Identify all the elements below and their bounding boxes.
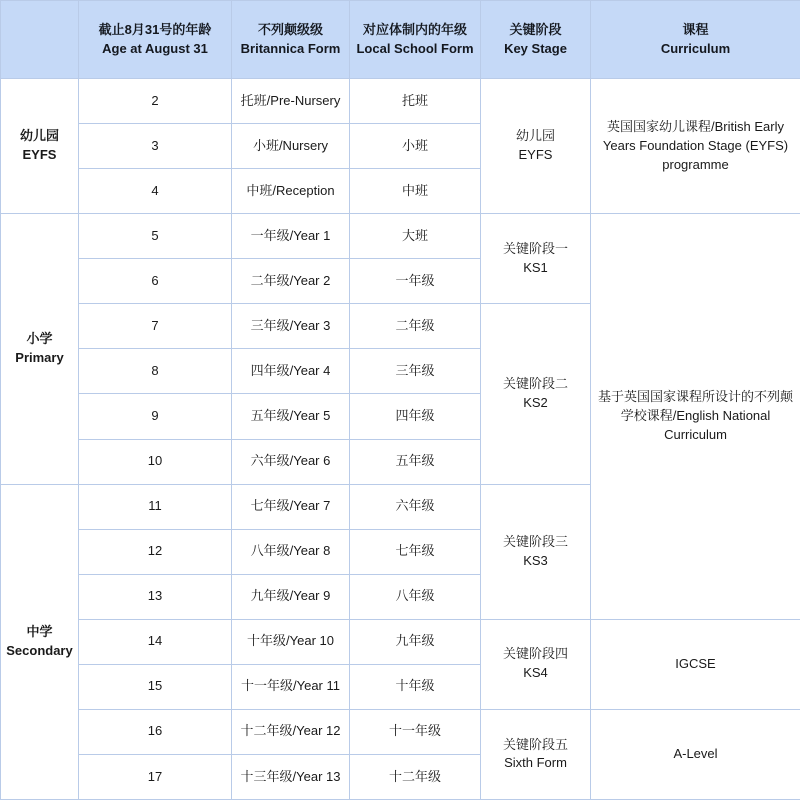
- header-local-cn: 对应体制内的年级: [362, 21, 467, 37]
- britannica-form-cell: 托班/Pre-Nursery: [232, 79, 350, 124]
- table-body: [1, 79, 800, 800]
- age-cell: 12: [79, 529, 232, 574]
- local-form-cell: 五年级: [350, 439, 481, 484]
- curriculum-cell-eyfs: 英国国家幼儿课程/British Early Years Foundation Stage (EYFS) programme: [591, 79, 800, 214]
- local-form-cell: 十二年级: [350, 754, 481, 799]
- header-age-en: Age at August 31: [102, 40, 208, 56]
- key-stage-ks1-en: KS1: [523, 259, 548, 275]
- stage-cell-eyfs: [1, 79, 79, 214]
- curriculum-cell-national: 基于英国国家课程所设计的不列颠学校课程/English National Curriculum: [591, 214, 800, 620]
- stage-primary-en: Primary: [15, 349, 64, 365]
- key-stage-cell-ks4: [481, 619, 591, 709]
- stage-secondary-en: Secondary: [6, 642, 73, 658]
- curriculum-cell-igcse: IGCSE: [591, 619, 800, 709]
- key-stage-ks4-en: KS4: [523, 665, 548, 681]
- age-cell: 14: [79, 619, 232, 664]
- age-cell: 2: [79, 79, 232, 124]
- britannica-form-cell: 二年级/Year 2: [232, 259, 350, 304]
- curriculum-cell-alevel: A-Level: [591, 709, 800, 799]
- local-form-cell: 八年级: [350, 574, 481, 619]
- stage-primary-cn: 小学: [26, 331, 53, 347]
- header-curriculum-cn: 课程: [682, 21, 709, 37]
- age-cell: 15: [79, 664, 232, 709]
- local-form-cell: 小班: [350, 124, 481, 169]
- key-stage-ks2-cn: 关键阶段二: [502, 376, 568, 392]
- header-local-en: Local School Form: [356, 40, 474, 56]
- britannica-form-cell: 六年级/Year 6: [232, 439, 350, 484]
- local-form-cell: 七年级: [350, 529, 481, 574]
- age-cell: 6: [79, 259, 232, 304]
- britannica-form-cell: 五年级/Year 5: [232, 394, 350, 439]
- stage-secondary-cn: 中学: [26, 623, 53, 639]
- key-stage-ks2-en: KS2: [523, 394, 548, 410]
- table-row: [1, 619, 800, 664]
- local-form-cell: 中班: [350, 169, 481, 214]
- local-form-cell: 六年级: [350, 484, 481, 529]
- header-cell-key-stage: [481, 1, 591, 79]
- key-stage-ks4-cn: 关键阶段四: [502, 646, 568, 662]
- age-cell: 8: [79, 349, 232, 394]
- age-cell: 4: [79, 169, 232, 214]
- key-stage-cell-ks1: [481, 214, 591, 304]
- key-stage-eyfs-en: EYFS: [518, 147, 553, 163]
- header-cell-curriculum: [591, 1, 800, 79]
- local-form-cell: 三年级: [350, 349, 481, 394]
- stage-eyfs-en: EYFS: [22, 147, 57, 163]
- age-cell: 9: [79, 394, 232, 439]
- local-form-cell: 九年级: [350, 619, 481, 664]
- britannica-form-cell: 四年级/Year 4: [232, 349, 350, 394]
- britannica-form-cell: 九年级/Year 9: [232, 574, 350, 619]
- age-cell: 10: [79, 439, 232, 484]
- britannica-form-cell: 一年级/Year 1: [232, 214, 350, 259]
- britannica-form-cell: 十三年级/Year 13: [232, 754, 350, 799]
- age-cell: 13: [79, 574, 232, 619]
- local-form-cell: 托班: [350, 79, 481, 124]
- key-stage-sixth-en: Sixth Form: [504, 755, 567, 771]
- table-row: [1, 709, 800, 754]
- header-curriculum-en: Curriculum: [660, 40, 731, 56]
- age-cell: 5: [79, 214, 232, 259]
- key-stage-ks1-cn: 关键阶段一: [502, 240, 568, 256]
- header-keystage-cn: 关键阶段: [509, 21, 562, 37]
- stage-cell-secondary: [1, 484, 79, 799]
- header-cell-britannica-form: [232, 1, 350, 79]
- britannica-form-cell: 三年级/Year 3: [232, 304, 350, 349]
- key-stage-cell-eyfs: [481, 79, 591, 214]
- header-age-cn: 截止8月31号的年龄: [98, 21, 212, 37]
- header-britannica-cn: 不列颠级级: [257, 21, 323, 37]
- header-cell-stage: [1, 1, 79, 79]
- age-cell: 11: [79, 484, 232, 529]
- local-form-cell: 二年级: [350, 304, 481, 349]
- britannica-form-cell: 七年级/Year 7: [232, 484, 350, 529]
- age-cell: 3: [79, 124, 232, 169]
- key-stage-cell-sixth-form: [481, 709, 591, 799]
- key-stage-sixth-cn: 关键阶段五: [502, 736, 568, 752]
- local-form-cell: 十年级: [350, 664, 481, 709]
- header-cell-age: [79, 1, 232, 79]
- britannica-form-cell: 中班/Reception: [232, 169, 350, 214]
- britannica-form-cell: 八年级/Year 8: [232, 529, 350, 574]
- local-form-cell: 大班: [350, 214, 481, 259]
- britannica-form-cell: 十年级/Year 10: [232, 619, 350, 664]
- key-stage-cell-ks3: [481, 484, 591, 619]
- britannica-form-cell: 十一年级/Year 11: [232, 664, 350, 709]
- key-stage-ks3-cn: 关键阶段三: [502, 533, 568, 549]
- age-cell: 17: [79, 754, 232, 799]
- header-cell-local-form: [350, 1, 481, 79]
- stage-eyfs-cn: 幼儿园: [19, 128, 59, 144]
- table-header-row: [1, 1, 800, 79]
- local-form-cell: 四年级: [350, 394, 481, 439]
- key-stage-ks3-en: KS3: [523, 552, 548, 568]
- local-form-cell: 十一年级: [350, 709, 481, 754]
- stage-cell-primary: [1, 214, 79, 484]
- header-britannica-en: Britannica Form: [240, 40, 341, 56]
- table-row: [1, 214, 800, 259]
- local-form-cell: 一年级: [350, 259, 481, 304]
- key-stage-eyfs-cn: 幼儿园: [515, 128, 555, 144]
- header-keystage-en: Key Stage: [504, 40, 567, 56]
- age-cell: 16: [79, 709, 232, 754]
- britannica-form-cell: 十二年级/Year 12: [232, 709, 350, 754]
- table-header: [1, 1, 800, 79]
- table-row: [1, 79, 800, 124]
- britannica-form-cell: 小班/Nursery: [232, 124, 350, 169]
- age-cell: 7: [79, 304, 232, 349]
- key-stage-cell-ks2: [481, 304, 591, 484]
